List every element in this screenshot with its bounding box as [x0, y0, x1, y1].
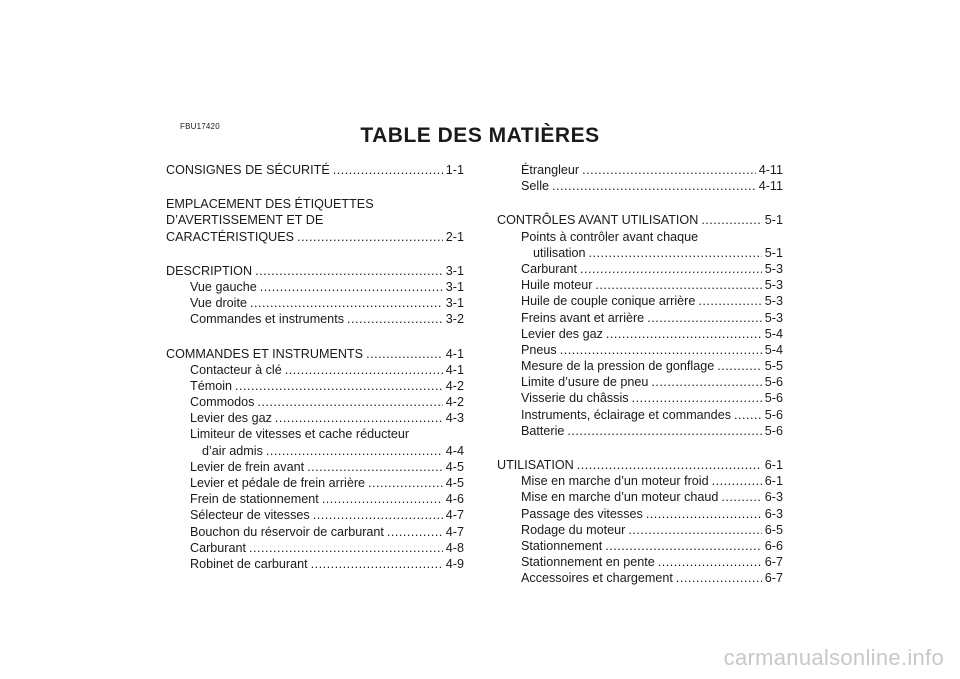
toc-entry[interactable]: [166, 394, 464, 410]
toc-entry[interactable]: [497, 423, 783, 439]
dot-leader: [589, 245, 762, 261]
toc-right-column: [497, 162, 783, 605]
toc-page-number: 5-6: [764, 391, 783, 406]
toc-heading: [166, 212, 464, 228]
toc-heading[interactable]: [166, 346, 464, 362]
toc-entry[interactable]: [497, 162, 783, 178]
toc-entry-title: Étrangleur: [521, 163, 580, 177]
dot-leader: [580, 261, 762, 277]
toc-heading: [166, 196, 464, 212]
dot-leader: [606, 326, 762, 342]
toc-entry-title: d’air admis: [202, 443, 263, 458]
dot-leader: [647, 310, 762, 326]
toc-section: [497, 457, 783, 587]
toc-entry-title: Levier et pédale de frein arrière: [190, 476, 366, 490]
toc-page-number: 3-2: [445, 312, 464, 327]
dot-leader: [285, 362, 443, 378]
toc-entry[interactable]: [166, 507, 464, 523]
toc-entry[interactable]: [497, 178, 783, 194]
toc-page-number: 4-4: [445, 443, 464, 458]
toc-entry: [497, 229, 783, 245]
toc-page-number: 4-11: [758, 179, 783, 194]
dot-leader: [698, 293, 761, 309]
dot-leader: [632, 390, 762, 406]
toc-entry-title: Accessoires et chargement: [521, 571, 673, 586]
toc-entry-title: Visserie du châssis: [521, 391, 629, 406]
dot-leader: [560, 342, 762, 358]
toc-heading[interactable]: [497, 457, 783, 473]
toc-entry[interactable]: [166, 279, 464, 295]
toc-page-number: 4-7: [445, 524, 464, 539]
toc-entry-title: Pneus: [521, 342, 557, 357]
toc-entry[interactable]: [166, 540, 464, 556]
toc-page-number: 3-1: [445, 279, 464, 294]
toc-section: [166, 346, 464, 573]
toc-entry-title: Vue droite: [190, 296, 247, 311]
toc-entry-title: Carburant: [190, 540, 247, 555]
toc-entry[interactable]: [497, 277, 783, 293]
toc-page-number: 6-6: [764, 538, 783, 553]
toc-page-number: 4-11: [758, 163, 783, 177]
toc-entry-title: UTILISATION: [497, 458, 574, 472]
toc-page-number: 5-4: [764, 342, 783, 357]
toc-entry[interactable]: [497, 293, 783, 309]
dot-leader: [366, 346, 443, 362]
dot-leader: [628, 522, 761, 538]
page-title: TABLE DES MATIÈRES: [360, 124, 600, 147]
toc-entry[interactable]: [166, 491, 464, 507]
toc-entry-title: CONSIGNES DE SÉCURITÉ: [166, 163, 330, 177]
toc-entry[interactable]: [497, 390, 783, 406]
toc-entry[interactable]: [497, 407, 783, 423]
toc-entry[interactable]: [497, 261, 783, 277]
toc-page-number: 5-4: [764, 326, 783, 341]
dot-leader: [646, 506, 762, 522]
toc-entry[interactable]: [497, 473, 783, 489]
toc-entry-title: Carburant: [521, 261, 578, 276]
toc-entry-title: Huile de couple conique arrière: [521, 294, 696, 309]
toc-section: [166, 263, 464, 328]
toc-page-number: 6-7: [764, 555, 783, 570]
dot-leader: [250, 295, 443, 311]
toc-page-number: 4-7: [445, 508, 464, 523]
dot-leader: [313, 507, 443, 523]
dot-leader: [658, 554, 762, 570]
toc-section: [497, 212, 783, 439]
toc-heading[interactable]: [166, 162, 464, 178]
toc-heading[interactable]: [166, 229, 464, 245]
toc-entry[interactable]: [497, 506, 783, 522]
toc-entry-title: Huile moteur: [521, 278, 593, 293]
toc-page-number: 6-5: [764, 522, 783, 537]
toc-page-number: 4-8: [445, 540, 464, 555]
toc-page-number: 5-3: [764, 294, 783, 309]
toc-section: [497, 162, 783, 194]
dot-leader: [701, 212, 761, 228]
toc-page-number: 5-3: [764, 261, 783, 276]
toc-entry-title: Levier de frein avant: [190, 459, 305, 474]
toc-entry-title: DESCRIPTION: [166, 263, 253, 278]
dot-leader: [255, 263, 443, 279]
toc-entry-title: Bouchon du réservoir de carburant: [190, 524, 384, 539]
toc-heading[interactable]: [166, 263, 464, 279]
dot-leader: [567, 423, 761, 439]
dot-leader: [307, 459, 443, 475]
dot-leader: [297, 229, 443, 245]
toc-entry-title: Levier des gaz: [190, 411, 272, 426]
toc-entry[interactable]: [166, 311, 464, 327]
dot-leader: [266, 443, 443, 459]
toc-entry[interactable]: [497, 538, 783, 554]
dot-leader: [712, 473, 762, 489]
toc-entry-title: Contacteur à clé: [190, 362, 282, 377]
dot-leader: [717, 358, 762, 374]
toc-heading[interactable]: [497, 212, 783, 228]
dot-leader: [260, 279, 443, 295]
toc-entry-title: Passage des vitesses: [521, 506, 643, 521]
toc-page-number: 5-5: [764, 359, 783, 374]
toc-entry-title: Mesure de la pression de gonflage: [521, 359, 715, 374]
toc-entry[interactable]: [497, 245, 783, 261]
toc-page-number: 6-3: [764, 490, 783, 505]
toc-page-number: 5-6: [764, 423, 783, 438]
toc-page-number: 4-1: [445, 346, 464, 361]
toc-entry[interactable]: [497, 342, 783, 358]
watermark-text: carmanualsonline.info: [723, 645, 944, 670]
toc-page-number: 3-1: [445, 296, 464, 311]
dot-leader: [347, 311, 443, 327]
toc-entry-title: COMMANDES ET INSTRUMENTS: [166, 346, 364, 361]
toc-page-number: 5-6: [764, 375, 783, 390]
toc-entry-title: Stationnement en pente: [521, 555, 655, 570]
dot-leader: [676, 570, 762, 586]
toc-page-number: 4-6: [445, 492, 464, 507]
toc-page-number: 4-2: [445, 395, 464, 410]
toc-entry-title: D’AVERTISSEMENT ET DE: [166, 213, 324, 228]
toc-entry[interactable]: [166, 443, 464, 459]
toc-page-number: 4-5: [445, 476, 464, 490]
toc-entry[interactable]: [497, 489, 783, 505]
toc-page-number: 5-3: [764, 278, 783, 293]
toc-entry-title: Témoin: [190, 378, 232, 393]
toc-page-number: 6-1: [764, 458, 783, 472]
toc-page-number: 4-9: [445, 556, 464, 571]
toc-page-number: 3-1: [445, 263, 464, 278]
toc-page-number: 1-1: [445, 163, 464, 177]
toc-entry[interactable]: [166, 378, 464, 394]
toc-entry[interactable]: [497, 326, 783, 342]
toc-entry[interactable]: [166, 459, 464, 475]
dot-leader: [721, 489, 761, 505]
toc-page-number: 6-7: [764, 571, 783, 586]
toc-entry-title: Sélecteur de vitesses: [190, 508, 310, 523]
toc-page-number: 4-1: [445, 362, 464, 377]
toc-entry-title: Batterie: [521, 423, 565, 438]
toc-entry-title: CARACTÉRISTIQUES: [166, 229, 295, 244]
toc-entry[interactable]: [497, 522, 783, 538]
toc-page-number: 4-2: [445, 378, 464, 393]
toc-page-number: 5-1: [764, 245, 783, 260]
toc-entry[interactable]: [166, 362, 464, 378]
dot-leader: [651, 374, 761, 390]
dot-leader: [552, 178, 756, 194]
toc-page-number: 4-3: [445, 411, 464, 426]
toc-page-number: 4-5: [445, 459, 464, 474]
dot-leader: [582, 162, 756, 178]
toc-entry-title: Commodos: [190, 395, 255, 410]
toc-page-number: 5-6: [764, 407, 783, 422]
dot-leader: [322, 491, 443, 507]
dot-leader: [333, 162, 443, 178]
toc-page-number: 6-1: [764, 474, 783, 489]
toc-left-column: [166, 162, 464, 590]
dot-leader: [734, 407, 762, 423]
toc-section: [166, 162, 464, 178]
toc-entry-title: Instruments, éclairage et commandes: [521, 407, 731, 422]
dot-leader: [368, 475, 443, 491]
toc-entry-title: CONTRÔLES AVANT UTILISATION: [497, 213, 699, 228]
toc-page-number: 5-3: [764, 310, 783, 325]
toc-entry: [166, 426, 464, 442]
toc-entry[interactable]: [497, 554, 783, 570]
toc-entry-title: Levier des gaz: [521, 326, 603, 341]
toc-entry[interactable]: [497, 374, 783, 390]
dot-leader: [577, 457, 762, 473]
toc-entry-title: Vue gauche: [190, 279, 257, 294]
dot-leader: [249, 540, 443, 556]
dot-leader: [275, 410, 443, 426]
toc-entry[interactable]: [166, 475, 464, 491]
document-code: FBU17420: [180, 122, 220, 131]
toc-page-number: 6-3: [764, 506, 783, 521]
dot-leader: [595, 277, 761, 293]
toc-entry-title: Rodage du moteur: [521, 522, 626, 537]
dot-leader: [257, 394, 442, 410]
toc-entry[interactable]: [497, 570, 783, 586]
toc-entry-title: Limite d’usure de pneu: [521, 375, 649, 390]
toc-entry[interactable]: [166, 556, 464, 572]
toc-entry-title: Commandes et instruments: [190, 312, 344, 327]
toc-entry[interactable]: [166, 524, 464, 540]
toc-entry[interactable]: [166, 295, 464, 311]
toc-entry[interactable]: [497, 310, 783, 326]
toc-entry[interactable]: [497, 358, 783, 374]
toc-page-number: 5-1: [764, 213, 783, 228]
toc-entry-title: Freins avant et arrière: [521, 310, 645, 325]
toc-entry-title: EMPLACEMENT DES ÉTIQUETTES: [166, 197, 374, 212]
toc-entry-title: Robinet de carburant: [190, 556, 308, 571]
toc-entry-title: Mise en marche d’un moteur chaud: [521, 490, 719, 505]
toc-entry-title: Limiteur de vitesses et cache réducteur: [190, 427, 410, 442]
toc-entry-title: Selle: [521, 179, 550, 194]
dot-leader: [387, 524, 443, 540]
toc-page-number: 2-1: [445, 229, 464, 244]
dot-leader: [235, 378, 443, 394]
toc-entry-title: utilisation: [533, 245, 586, 260]
dot-leader: [311, 556, 443, 572]
toc-entry-title: Frein de stationnement: [190, 492, 319, 507]
toc-entry[interactable]: [166, 410, 464, 426]
toc-entry-title: Mise en marche d’un moteur froid: [521, 474, 709, 489]
toc-entry-title: Points à contrôler avant chaque: [521, 229, 699, 244]
toc-entry-title: Stationnement: [521, 538, 603, 553]
toc-section: [166, 196, 464, 245]
dot-leader: [605, 538, 762, 554]
